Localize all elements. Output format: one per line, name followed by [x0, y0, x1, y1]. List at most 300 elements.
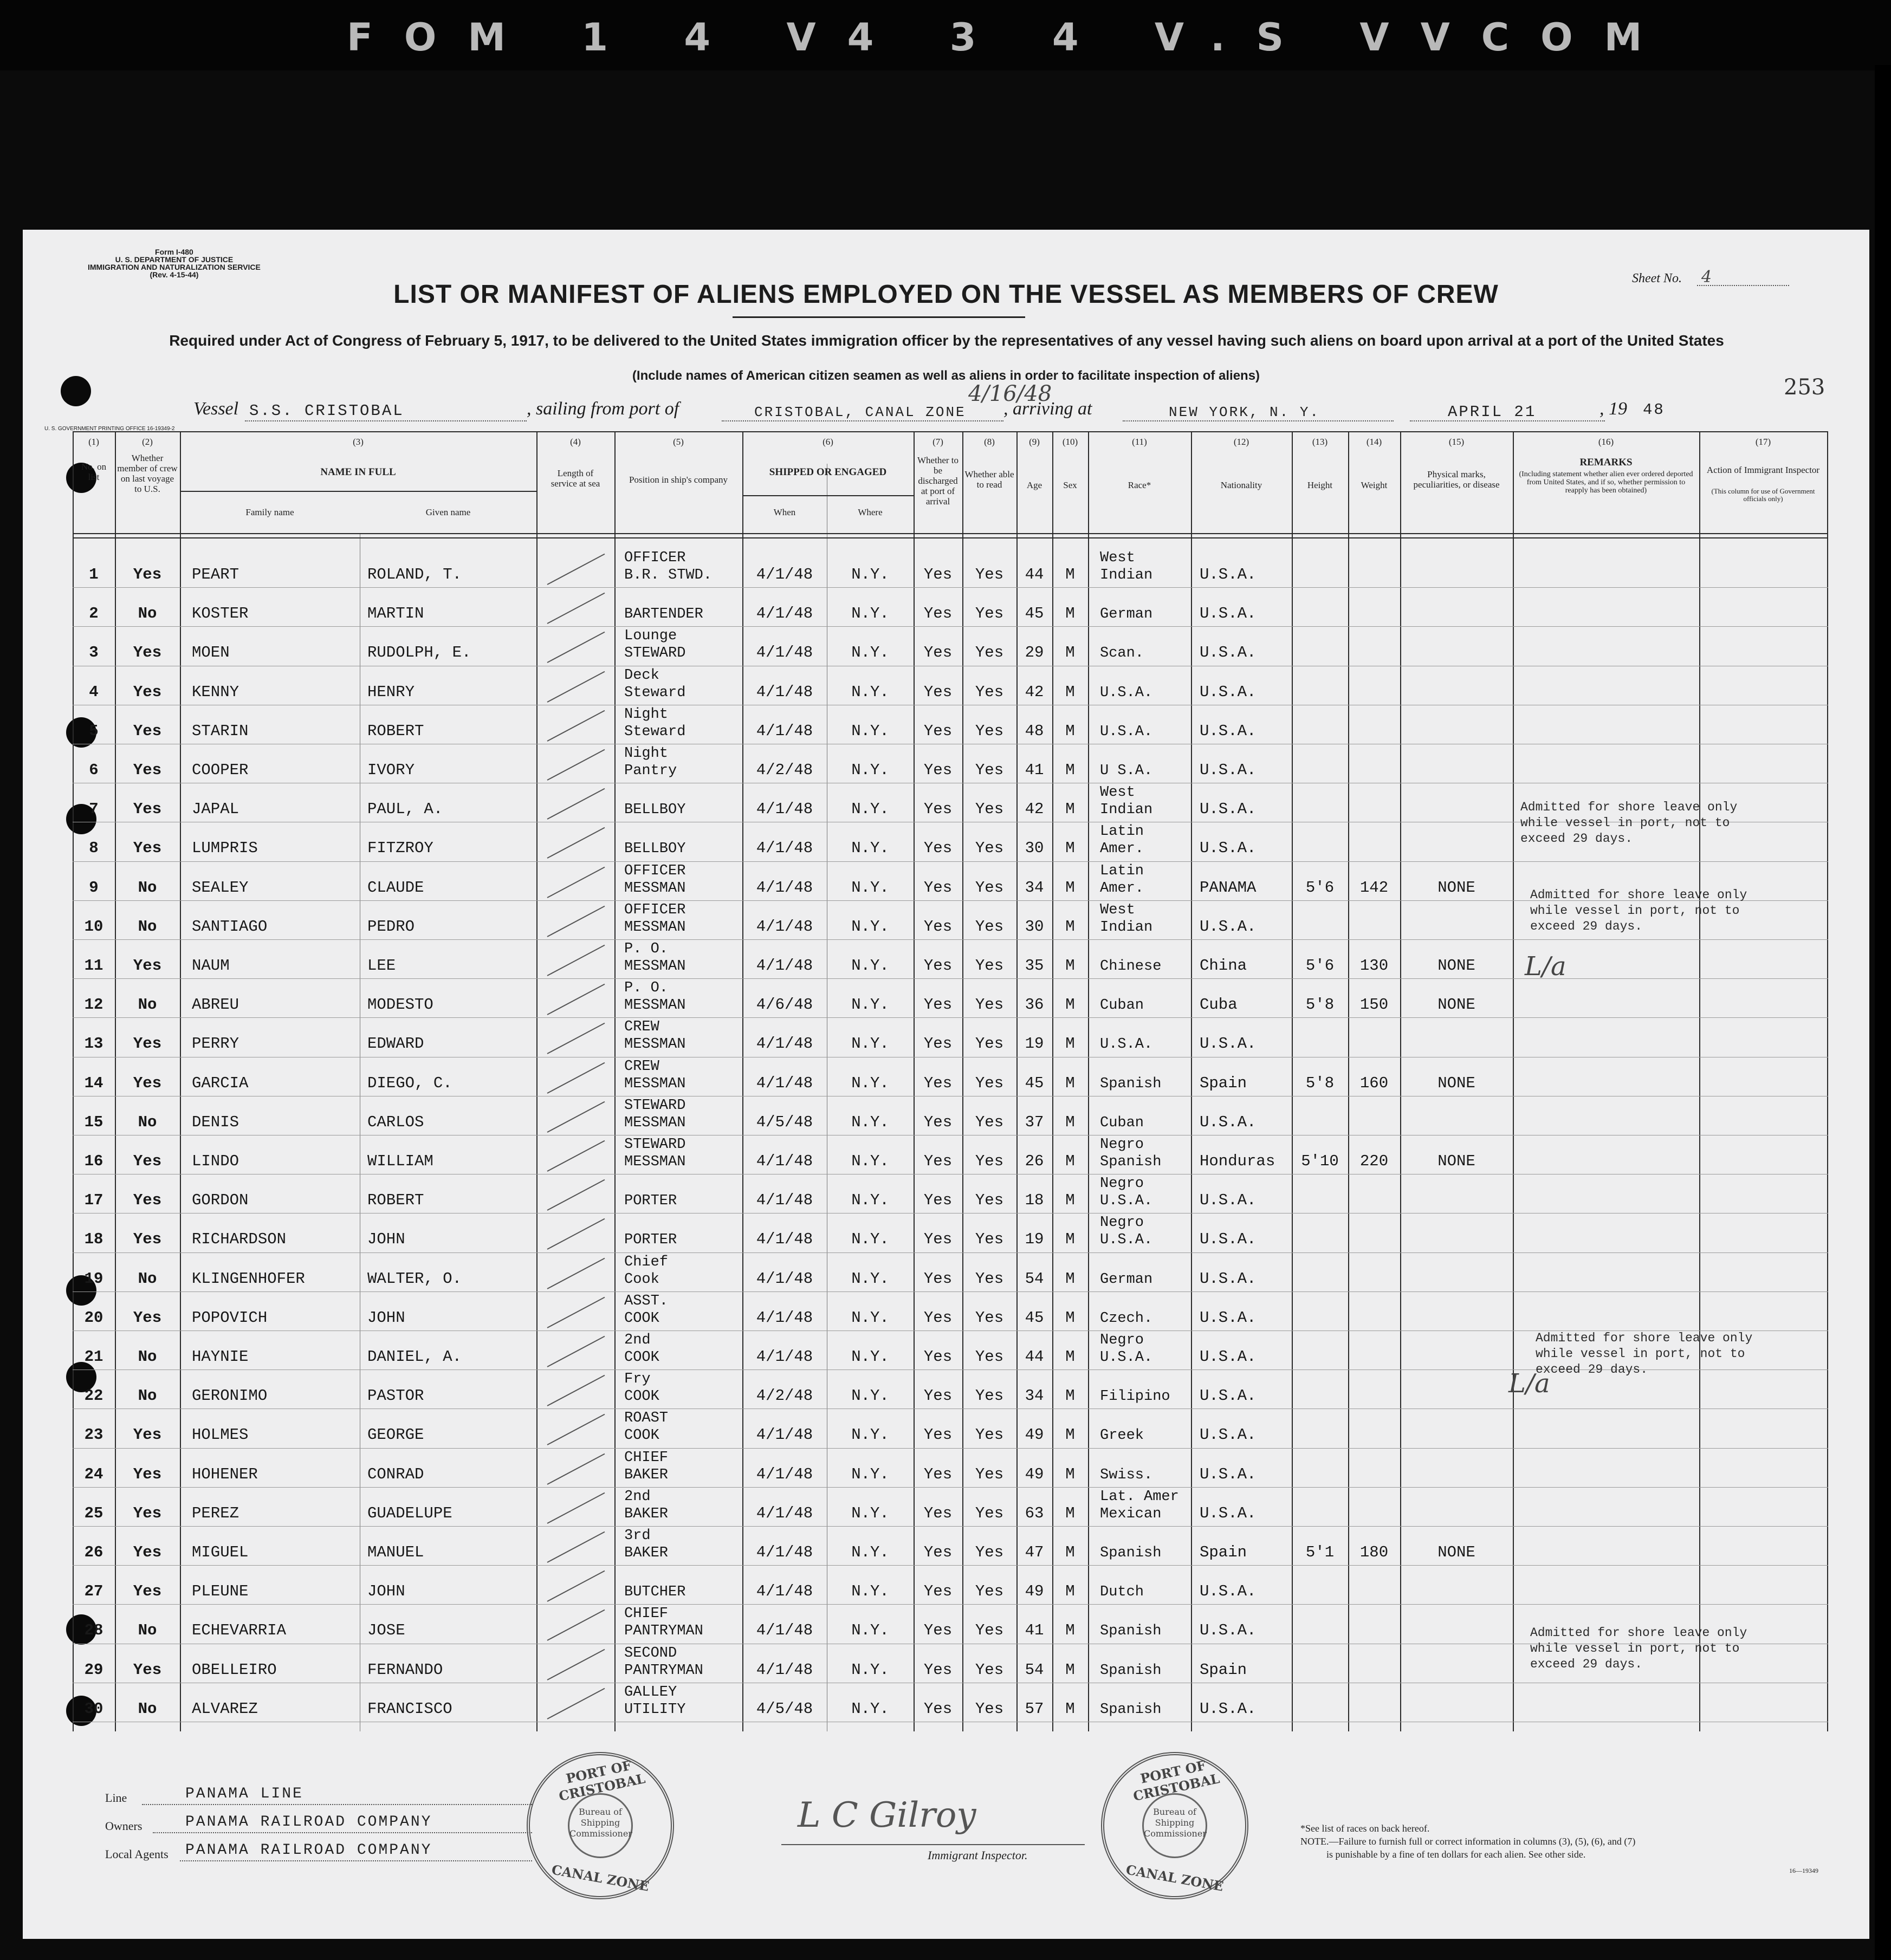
race-line-1 [1100, 1566, 1144, 1583]
position-line-1: Night [624, 706, 669, 723]
cell-given: ROBERT [367, 1191, 424, 1210]
cell-nat: U.S.A. [1200, 1269, 1257, 1288]
cell-nat: U.S.A. [1200, 566, 1257, 583]
cell-no: 4 [89, 683, 99, 701]
cell-race [1100, 706, 1152, 741]
form-subtitle: Required under Act of Congress of February 5, 1917, to be delivered to the United States immigration officer by the representatives of any vessel having such aliens on board upon arrival at a port of the United States [169, 332, 1724, 349]
cell-no: 21 [84, 1348, 103, 1366]
cell-disch: Yes [923, 957, 953, 975]
cell-disch: Yes [923, 917, 953, 936]
cell-position [624, 1254, 668, 1288]
col-1-header: No. on list [81, 462, 107, 482]
row-divider [73, 1017, 1828, 1018]
pencil-check-mark [547, 1023, 605, 1054]
pencil-check-mark [547, 788, 605, 820]
crew-manifest-table [73, 431, 1828, 1731]
cell-where: N.Y. [851, 1504, 889, 1522]
pencil-check-mark [547, 1492, 605, 1524]
cell-no: 19 [84, 1269, 103, 1288]
cell-prev: Yes [133, 722, 162, 740]
form-instruction: (Include names of American citizen seamen as well as aliens in order to facilitate inspection of aliens) [632, 368, 1260, 383]
cell-sex: M [1065, 683, 1075, 701]
race-line-2: Spanish [1100, 1154, 1162, 1170]
cell-where: N.Y. [851, 996, 889, 1014]
cell-age: 45 [1025, 1308, 1044, 1327]
cell-prev: No [138, 1387, 157, 1405]
cell-when: 4/1/48 [756, 1308, 813, 1327]
agents-label: Local Agents [105, 1847, 169, 1861]
cell-disch: Yes [923, 1699, 953, 1718]
cell-prev: Yes [133, 1582, 162, 1601]
sheet-label: Sheet No. [1632, 271, 1682, 285]
cell-prev: Yes [133, 761, 162, 779]
cell-where: N.Y. [851, 1426, 889, 1444]
cell-sex: M [1065, 1074, 1075, 1092]
inspector-label: Immigrant Inspector. [928, 1848, 1028, 1862]
row-divider [73, 861, 1828, 862]
cell-read: Yes [975, 1269, 1004, 1288]
cell-read: Yes [975, 1230, 1004, 1249]
cell-position [624, 627, 685, 662]
cell-race [1100, 1254, 1152, 1288]
cell-given: WILLIAM [367, 1152, 433, 1170]
cell-read: Yes [975, 1621, 1004, 1640]
cell-where: N.Y. [851, 1191, 889, 1210]
cell-race [1100, 1684, 1161, 1718]
note-label: NOTE. [1300, 1836, 1329, 1847]
race-line-2: Filipino [1100, 1388, 1170, 1405]
cell-read: Yes [975, 996, 1004, 1014]
cell-marks: NONE [1437, 1543, 1475, 1561]
cell-when: 4/1/48 [756, 839, 813, 858]
col-10-header: Sex [1063, 480, 1077, 490]
cell-family: KOSTER [192, 605, 249, 623]
cell-when: 4/6/48 [756, 996, 813, 1014]
cell-given: FRANCISCO [367, 1699, 452, 1718]
cell-given: ROBERT [367, 722, 424, 740]
pencil-check-mark [547, 1062, 605, 1093]
cell-race [1100, 1058, 1161, 1093]
cell-race [1100, 627, 1144, 662]
cell-prev: Yes [133, 1230, 162, 1249]
cell-sex: M [1065, 1035, 1075, 1053]
cell-family: HAYNIE [192, 1348, 249, 1366]
col-9-header: Age [1026, 480, 1042, 490]
cell-weight: 220 [1359, 1152, 1389, 1170]
port-from-underline [722, 420, 1003, 421]
cell-prev: Yes [133, 1191, 162, 1210]
position-line-2: PANTRYMAN [624, 1662, 703, 1679]
cell-position [624, 549, 712, 584]
pencil-check-mark [547, 632, 605, 663]
cell-when: 4/1/48 [756, 800, 813, 819]
cell-read: Yes [975, 1113, 1004, 1131]
cell-family: HOHENER [192, 1465, 258, 1483]
col-8-header: Whether able to read [964, 469, 1014, 490]
cell-prev: No [138, 1348, 157, 1366]
cell-prev: Yes [133, 1660, 162, 1679]
cell-position [624, 901, 685, 936]
cell-prev: Yes [133, 644, 162, 662]
position-line-1: CREW [624, 1058, 659, 1075]
cell-when: 4/1/48 [756, 1543, 813, 1561]
cell-where: N.Y. [851, 1348, 889, 1366]
pencil-check-mark [547, 1570, 605, 1602]
pencil-check-mark [547, 1649, 605, 1680]
position-line-2: MESSMAN [624, 1036, 686, 1053]
cell-prev: Yes [133, 839, 162, 858]
cell-sex: M [1065, 1191, 1075, 1210]
cell-age: 44 [1025, 566, 1044, 583]
position-line-1 [624, 784, 685, 801]
penalty-note-cont: is punishable by a fine of ten dollars for each alien. See other side. [1326, 1849, 1586, 1860]
cell-when: 4/1/48 [756, 878, 813, 897]
position-line-1: ASST. [624, 1293, 669, 1309]
cell-family: MIGUEL [192, 1543, 249, 1561]
race-line-2: Cuban [1100, 997, 1144, 1014]
cell-position [624, 588, 703, 623]
cell-age: 34 [1025, 1387, 1044, 1405]
pencil-check-mark [547, 1101, 605, 1133]
cell-where: N.Y. [851, 800, 889, 819]
race-line-1: West [1100, 784, 1135, 801]
cell-sex: M [1065, 1465, 1075, 1483]
cell-family: JAPAL [192, 800, 239, 819]
cell-read: Yes [975, 1504, 1004, 1522]
vessel-label: Vessel [193, 399, 239, 419]
cell-disch: Yes [923, 800, 953, 819]
cell-age: 37 [1025, 1113, 1044, 1131]
cell-no: 14 [84, 1074, 103, 1092]
position-line-1 [624, 588, 703, 606]
cell-nat: U.S.A. [1200, 1699, 1257, 1718]
cell-sex: M [1065, 1504, 1075, 1522]
col-11-header: Race* [1128, 480, 1151, 490]
signature-line [781, 1844, 1085, 1845]
race-line-1 [1100, 1371, 1170, 1388]
port-to-underline [1123, 420, 1394, 421]
race-line-2: Chinese [1100, 958, 1162, 975]
pencil-check-mark [547, 1531, 605, 1563]
cell-where: N.Y. [851, 1465, 889, 1483]
cell-height: 5'8 [1305, 1074, 1335, 1092]
cell-no: 16 [84, 1152, 103, 1170]
cell-position [624, 706, 685, 741]
col-5-header: Position in ship's company [629, 475, 728, 485]
agents-value: PANAMA RAILROAD COMPANY [185, 1842, 432, 1859]
cell-disch: Yes [923, 1152, 953, 1170]
cell-family: PLEUNE [192, 1582, 249, 1601]
cell-when: 4/1/48 [756, 1191, 813, 1210]
cell-given: LEE [367, 957, 396, 975]
cell-age: 57 [1025, 1699, 1044, 1718]
cell-nat: U.S.A. [1200, 1582, 1257, 1601]
position-line-2: PORTER [624, 1232, 677, 1249]
cell-where: N.Y. [851, 566, 889, 583]
cell-where: N.Y. [851, 1035, 889, 1053]
race-line-1 [1100, 1097, 1144, 1114]
cell-no: 3 [89, 644, 99, 662]
cell-disch: Yes [923, 1504, 953, 1522]
cell-position [624, 1214, 677, 1249]
cell-height: 5'6 [1305, 878, 1335, 897]
cell-where: N.Y. [851, 878, 889, 897]
position-line-1: Lounge [624, 628, 677, 645]
inspector-initials: L/a [1525, 951, 1566, 982]
pencil-check-mark [547, 749, 605, 781]
position-line-2: STEWARD [624, 645, 686, 662]
cell-weight: 130 [1359, 957, 1389, 975]
pencil-check-mark [547, 1375, 605, 1406]
cell-given: MODESTO [367, 996, 433, 1014]
cell-age: 34 [1025, 878, 1044, 897]
cell-sex: M [1065, 1230, 1075, 1249]
cell-disch: Yes [923, 1387, 953, 1405]
cell-no: 18 [84, 1230, 103, 1249]
race-line-1 [1100, 627, 1144, 645]
port-of-arrival: NEW YORK, N. Y. [1169, 404, 1320, 420]
race-line-1 [1100, 979, 1144, 997]
position-line-1: CHIEF [624, 1449, 669, 1466]
cell-read: Yes [975, 1074, 1004, 1092]
cell-sex: M [1065, 644, 1075, 662]
cell-when: 4/5/48 [756, 1113, 813, 1131]
col-2-number: (2) [142, 437, 153, 447]
pencil-check-mark [547, 827, 605, 859]
cell-read: Yes [975, 1699, 1004, 1718]
race-line-2: U.S.A. [1100, 1036, 1153, 1053]
cell-when: 4/1/48 [756, 644, 813, 662]
cell-no: 2 [89, 605, 99, 623]
cell-read: Yes [975, 644, 1004, 662]
position-line-2: MESSMAN [624, 880, 686, 897]
position-line-1 [624, 1214, 677, 1231]
cell-race [1100, 862, 1144, 897]
race-line-2: Spanish [1100, 1662, 1162, 1679]
cell-race [1100, 1214, 1152, 1249]
race-line-1 [1100, 1645, 1161, 1662]
race-line-2: U.S.A. [1100, 684, 1153, 701]
form-department: U. S. DEPARTMENT OF JUSTICE [115, 255, 234, 264]
position-line-1: ROAST [624, 1410, 669, 1427]
cell-where: N.Y. [851, 957, 889, 975]
row-divider [73, 1604, 1828, 1605]
race-line-1: Lat. Amer [1100, 1488, 1179, 1505]
cell-where: N.Y. [851, 1152, 889, 1170]
cell-position [624, 1684, 685, 1718]
cell-disch: Yes [923, 1582, 953, 1601]
cell-age: 44 [1025, 1348, 1044, 1366]
col-3-family-header: Family name [245, 507, 294, 517]
cell-disch: Yes [923, 1074, 953, 1092]
race-line-2: Spanish [1100, 1623, 1162, 1640]
position-line-2: MESSMAN [624, 1154, 686, 1170]
vessel-name: S.S. CRISTOBAL [249, 402, 404, 420]
cell-read: Yes [975, 683, 1004, 701]
remark-row-11: Admitted for shore leave only while vessel in port, not to exceed 29 days. [1530, 888, 1747, 933]
cell-marks: NONE [1437, 1152, 1475, 1170]
race-line-1 [1100, 1018, 1152, 1036]
row-divider [73, 626, 1828, 627]
cell-prev: Yes [133, 800, 162, 819]
position-line-2: BELLBOY [624, 841, 686, 858]
line-value: PANAMA LINE [185, 1786, 303, 1802]
remark-row-14: Admitted for shore leave only while vessel in port, not to exceed 29 days. [1536, 1331, 1753, 1377]
cell-prev: Yes [133, 1543, 162, 1561]
cell-no: 9 [89, 878, 99, 897]
cell-where: N.Y. [851, 1543, 889, 1561]
cell-race [1100, 1018, 1152, 1053]
cell-race [1100, 1605, 1161, 1640]
race-line-1 [1100, 745, 1152, 762]
position-line-2: BUTCHER [624, 1584, 686, 1601]
position-line-1: P. O. [624, 941, 669, 957]
title-rule [733, 316, 1025, 318]
remark-row-9: Admitted for shore leave only while vessel in port, not to exceed 29 days. [1520, 800, 1738, 846]
manifest-sheet [23, 230, 1869, 1939]
agents-underline [180, 1860, 532, 1861]
race-line-2: Mexican [1100, 1505, 1162, 1522]
col-3-header: NAME IN FULL [320, 466, 396, 478]
cell-prev: Yes [133, 1504, 162, 1522]
race-line-1: Negro [1100, 1215, 1144, 1231]
cell-family: POPOVICH [192, 1308, 268, 1327]
cell-disch: Yes [923, 839, 953, 858]
cell-where: N.Y. [851, 644, 889, 662]
cell-race [1100, 667, 1152, 702]
cell-height: 5'6 [1305, 957, 1335, 975]
cell-given: WALTER, O. [367, 1269, 462, 1288]
cell-nat: U.S.A. [1200, 1504, 1257, 1522]
position-line-2: BELLBOY [624, 802, 686, 819]
cell-disch: Yes [923, 1348, 953, 1366]
cell-sex: M [1065, 1543, 1075, 1561]
position-line-2: COOK [624, 1310, 659, 1327]
cell-age: 54 [1025, 1269, 1044, 1288]
pencil-check-mark [547, 984, 605, 1015]
cell-age: 45 [1025, 605, 1044, 623]
cell-nat: PANAMA [1200, 878, 1257, 897]
col-14-header: Weight [1361, 480, 1388, 490]
race-line-2: U.S.A. [1100, 1232, 1153, 1249]
race-line-1 [1100, 706, 1152, 723]
cell-where: N.Y. [851, 917, 889, 936]
cell-height: 5'8 [1305, 996, 1335, 1014]
cell-age: 30 [1025, 839, 1044, 858]
cell-no: 15 [84, 1113, 103, 1131]
cell-family: GORDON [192, 1191, 249, 1210]
col-6-header: SHIPPED OR ENGAGED [769, 466, 887, 478]
cell-sex: M [1065, 1269, 1075, 1288]
col-10-number: (10) [1062, 437, 1078, 447]
cell-family: LUMPRIS [192, 839, 258, 858]
date-underline [1410, 420, 1605, 421]
pencil-check-mark [547, 710, 605, 742]
cell-prev: Yes [133, 957, 162, 975]
cell-position [624, 1175, 677, 1210]
cell-nat: U.S.A. [1200, 1191, 1257, 1210]
cell-given: MARTIN [367, 605, 424, 623]
cell-age: 41 [1025, 1621, 1044, 1640]
cell-race [1100, 1527, 1161, 1562]
sheet-number: 4 [1701, 268, 1712, 287]
cell-position [624, 1018, 685, 1053]
cell-disch: Yes [923, 1621, 953, 1640]
cell-disch: Yes [923, 1543, 953, 1561]
pencil-check-mark [547, 593, 605, 624]
col-6-number: (6) [823, 437, 833, 447]
cell-sex: M [1065, 800, 1075, 819]
col-12-header: Nationality [1220, 480, 1262, 490]
race-line-2: U.S.A. [1100, 1193, 1153, 1210]
cell-weight: 150 [1359, 996, 1389, 1014]
cell-nat: U.S.A. [1200, 1387, 1257, 1405]
cell-position [624, 1449, 668, 1484]
cell-disch: Yes [923, 722, 953, 740]
cell-nat: U.S.A. [1200, 605, 1257, 623]
cell-race [1100, 901, 1152, 936]
cell-disch: Yes [923, 878, 953, 897]
cell-no: 28 [84, 1621, 103, 1640]
cell-prev: No [138, 1621, 157, 1640]
cell-nat: U.S.A. [1200, 917, 1257, 936]
cell-position [624, 1488, 668, 1523]
race-line-1 [1100, 667, 1152, 684]
cell-family: MOEN [192, 644, 230, 662]
pencil-check-mark [547, 1453, 605, 1484]
col-14-number: (14) [1366, 437, 1382, 447]
cell-race [1100, 979, 1144, 1014]
cell-no: 1 [89, 566, 99, 583]
cell-marks: NONE [1437, 996, 1475, 1014]
owners-value: PANAMA RAILROAD COMPANY [185, 1814, 432, 1831]
position-line-1: STEWARD [624, 1097, 686, 1114]
position-line-2: PANTRYMAN [624, 1623, 703, 1640]
col-17-header: Action of Immigrant Inspector [1706, 465, 1820, 475]
position-line-1: 2nd [624, 1488, 651, 1505]
pencil-check-mark [547, 1179, 605, 1211]
col-7-header: Whether to be discharged at port of arrival [917, 455, 959, 507]
cell-nat: China [1200, 957, 1247, 975]
cell-read: Yes [975, 1348, 1004, 1366]
race-line-2: Indian [1100, 567, 1153, 583]
cell-sex: M [1065, 1308, 1075, 1327]
cell-family: COOPER [192, 761, 249, 779]
cell-race [1100, 1371, 1170, 1405]
cell-when: 4/1/48 [756, 1660, 813, 1679]
cell-race [1100, 823, 1144, 858]
cell-nat: U.S.A. [1200, 644, 1257, 662]
position-line-2: BARTENDER [624, 606, 703, 623]
position-line-2: MESSMAN [624, 1114, 686, 1131]
race-line-1: Latin [1100, 823, 1144, 840]
sailing-label: , sailing from port of [527, 399, 679, 419]
cell-when: 4/5/48 [756, 1699, 813, 1718]
row-divider [73, 587, 1828, 588]
cell-race [1100, 1645, 1161, 1679]
cell-given: RUDOLPH, E. [367, 644, 471, 662]
cell-read: Yes [975, 800, 1004, 819]
cell-sex: M [1065, 1621, 1075, 1640]
cell-where: N.Y. [851, 761, 889, 779]
note-text: —Failure to furnish full or correct information in columns (3), (5), (6), and (7) [1329, 1836, 1636, 1847]
race-line-2: U.S.A. [1100, 1349, 1153, 1366]
owners-label: Owners [105, 1819, 143, 1833]
cell-read: Yes [975, 1191, 1004, 1210]
cell-disch: Yes [923, 1269, 953, 1288]
cell-no: 25 [84, 1504, 103, 1522]
cell-nat: U.S.A. [1200, 839, 1257, 858]
